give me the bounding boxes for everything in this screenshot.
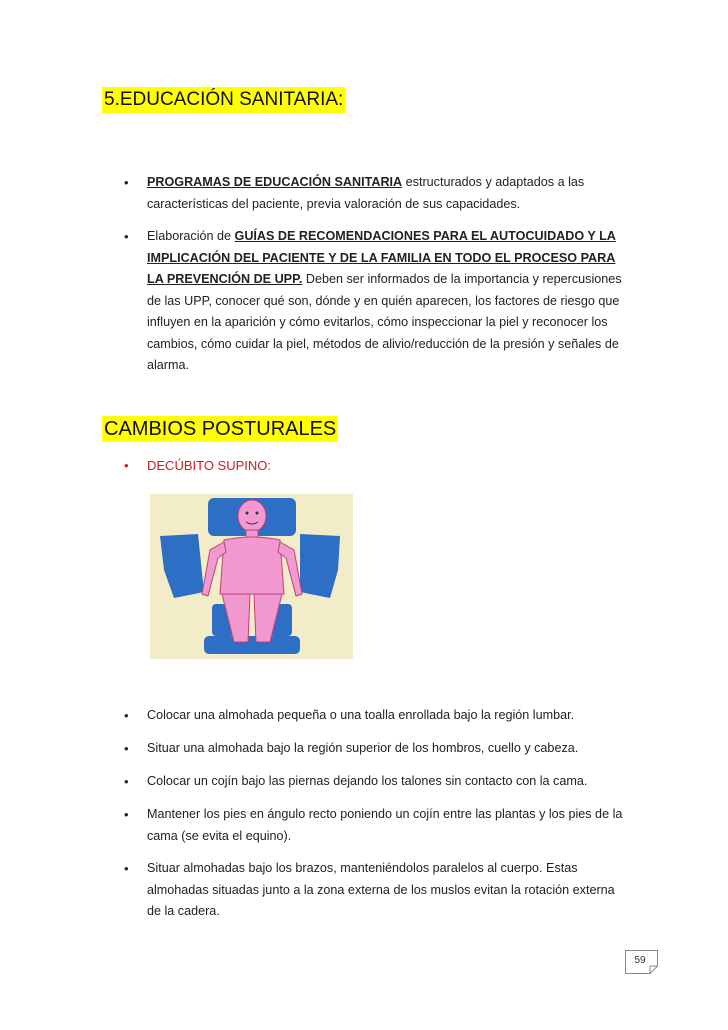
list-item: • Colocar una almohada pequeña o una toalla enrollada bajo la región lumbar. xyxy=(147,705,625,727)
list-item: • Colocar un cojín bajo las piernas dejando los talones sin contacto con la cama. xyxy=(147,771,625,793)
list-item xyxy=(147,226,625,377)
item-prefix-text: Elaboración de xyxy=(147,229,235,243)
section-title-educacion-sanitaria: 5.EDUCACIÓN SANITARIA: xyxy=(102,87,345,113)
item-bold-text: GUÍAS DE RECOMENDACIONES PARA EL AUTOCUIDADO Y LA IMPLICACIÓN DEL PACIENTE Y DE LA FAMILIA EN TODO EL PROCESO PARA LA PREVENCIÓN DE UPP. xyxy=(147,229,616,286)
item-text: Deben ser informados de la importancia y repercusiones de las UPP, conocer qué son, dónde y en quién aparecen, los factores de riesgo que influyen en la aparición y cómo evitarlos, cómo inspeccionar la piel y reconocer los cambios, cómo cuidar la piel, métodos de alivio/reducción de la presión y señales de alarma. xyxy=(147,272,622,372)
page-number: 59 xyxy=(634,955,646,966)
item-bold-text: PROGRAMAS DE EDUCACIÓN SANITARIA xyxy=(147,175,403,189)
subsection-title-decubito-supino: • DECÚBITO SUPINO: xyxy=(147,455,625,477)
list-item: • Situar una almohada bajo la región superior de los hombros, cuello y cabeza. xyxy=(147,738,625,760)
supine-position-illustration-icon xyxy=(150,494,353,659)
item-text: estructurados y adaptados a las características del paciente, previa valoración de sus capacidades. xyxy=(147,175,585,211)
list-item xyxy=(147,172,625,215)
page-number-box xyxy=(625,950,658,974)
section-title-cambios-posturales: CAMBIOS POSTURALES xyxy=(104,418,337,440)
list-item: • Mantener los pies en ángulo recto poniendo un cojín entre las plantas y los pies de la cama (se evita el equino). xyxy=(147,804,625,847)
list-item: • Situar almohadas bajo los brazos, manteniéndolos paralelos al cuerpo. Estas almohadas situadas junto a la zona externa de los muslos evitan la rotación externa de la cadera. xyxy=(147,858,625,923)
